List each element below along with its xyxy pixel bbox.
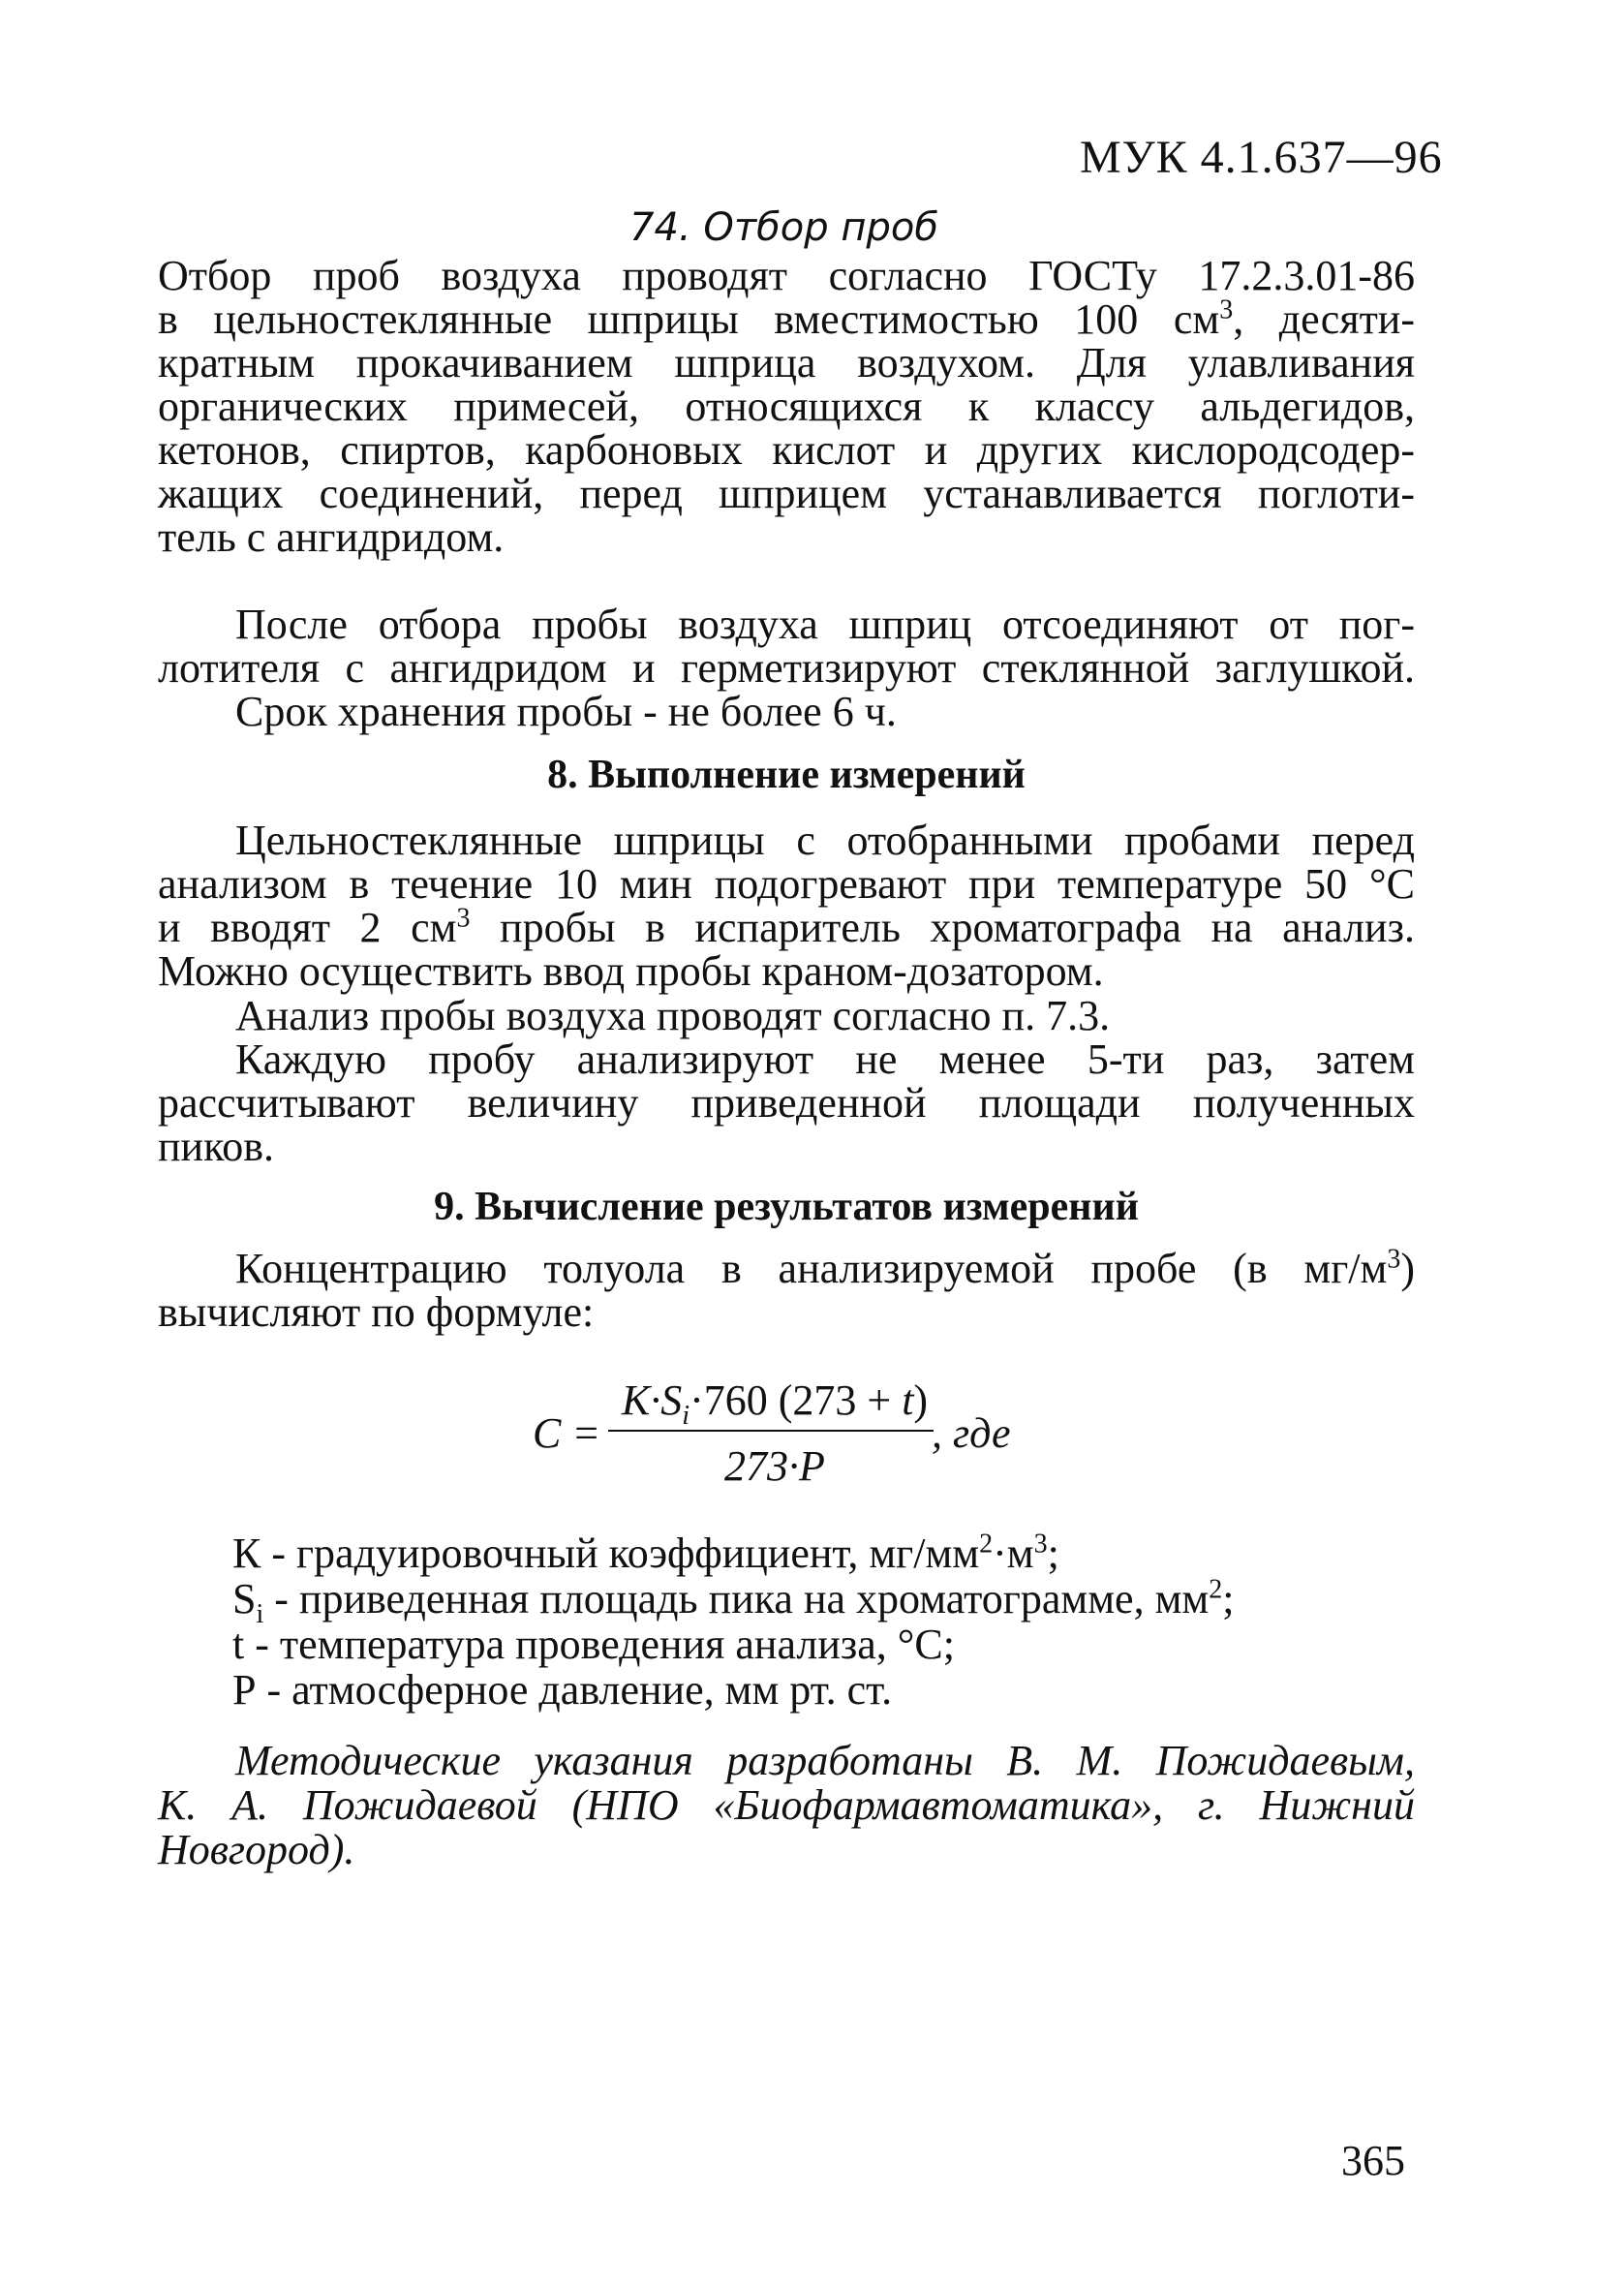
- text-line: вычисляют по формуле:: [158, 1288, 595, 1336]
- section-8-heading: 8. Выполнение измерений: [547, 753, 1026, 797]
- paragraph-after-sampling: [158, 603, 1415, 690]
- page-number: 365: [1341, 2137, 1405, 2184]
- text-line: и вводят 2 $см^3$ пробы в испаритель хроматографа на анализ.: [158, 903, 1415, 951]
- formula-lhs: C =: [533, 1409, 601, 1457]
- formula-numerator: $K\cdot S_i\cdot 760$ (273 + t): [621, 1376, 929, 1431]
- paragraph-storage: Срок хранения пробы - не более 6 ч.: [235, 688, 897, 735]
- text-line: Каждую пробу анализируют не менее 5-ти раз, затем: [235, 1035, 1415, 1083]
- text-line: Концентрацию толуола в анализируемой пробе (в $мг/м^3$): [235, 1244, 1415, 1292]
- paragraph-repeat: [158, 1037, 1415, 1168]
- formula-denominator: 273·P: [724, 1442, 825, 1490]
- text-line: рассчитывают величину приведенной площади полученных: [158, 1079, 1415, 1127]
- fraction-bar: [608, 1430, 934, 1432]
- variable-definitions: [232, 1530, 1235, 1713]
- text-line: лотителя с ангидридом и герметизируют стеклянной заглушкой.: [158, 644, 1415, 692]
- section-9-heading: 9. Вычисление результатов измерений: [434, 1185, 1139, 1229]
- text-line: кратным прокачиванием шприца воздухом. Для улавливания: [158, 339, 1415, 386]
- text-line: кетонов, спиртов, карбоновых кислот и других кислородсодер-: [158, 426, 1415, 474]
- text-line: Новгород).: [158, 1826, 355, 1873]
- text-line: жащих соединений, перед шприцем устанавливается поглоти-: [158, 470, 1415, 517]
- definition-t: t - температура проведения анализа, °С;: [232, 1621, 955, 1668]
- document-code: МУК 4.1.637—96: [1080, 132, 1443, 183]
- text-line: в цельностеклянные шприцы вместимостью 100 $см^3$, десяти-: [158, 294, 1415, 343]
- subsection-7-4-title: 74. Отбор проб: [629, 205, 939, 250]
- text-line: тель с ангидридом.: [158, 513, 505, 561]
- text-line: К. А. Пожидаевой (НПО «Биофармавтоматика», г. Нижний: [158, 1781, 1415, 1829]
- text-line: Отбор проб воздуха проводят согласно ГОСТу 17.2.3.01-86: [158, 252, 1415, 299]
- text-line: Цельностеклянные шприцы с отобранными пробами перед: [235, 817, 1415, 864]
- definition-p: Р - атмосферное давление, мм рт. ст.: [232, 1666, 893, 1714]
- definition-s: $S_i$ - приведенная площадь пика на хроматограмме, $мм^2$;: [232, 1574, 1235, 1629]
- definition-k: К - градуировочный коэффициент, $мг/мм^2\cdot м^3$;: [232, 1529, 1059, 1577]
- text-line: анализом в течение 10 мин подогревают при температуре 50 °С: [158, 860, 1415, 908]
- paragraph-calculation: [158, 1244, 1415, 1336]
- formula-where: , где: [932, 1409, 1011, 1457]
- paragraph-measurement: [158, 819, 1415, 993]
- text-line: Можно осуществить ввод пробы краном-дозатором.: [158, 947, 1104, 995]
- text-line: пиков.: [158, 1123, 275, 1170]
- text-line: органических примесей, относящихся к классу альдегидов,: [158, 383, 1415, 430]
- concentration-formula: [533, 1366, 1114, 1501]
- paragraph-sampling: [158, 254, 1415, 559]
- text-line: После отбора пробы воздуха шприц отсоединяют от пог-: [235, 601, 1415, 648]
- paragraph-analysis: Анализ пробы воздуха проводят согласно п. 7.3.: [235, 992, 1111, 1039]
- text-line: Методические указания разработаны В. М. Пожидаевым,: [235, 1737, 1415, 1784]
- authors-note: [158, 1739, 1415, 1872]
